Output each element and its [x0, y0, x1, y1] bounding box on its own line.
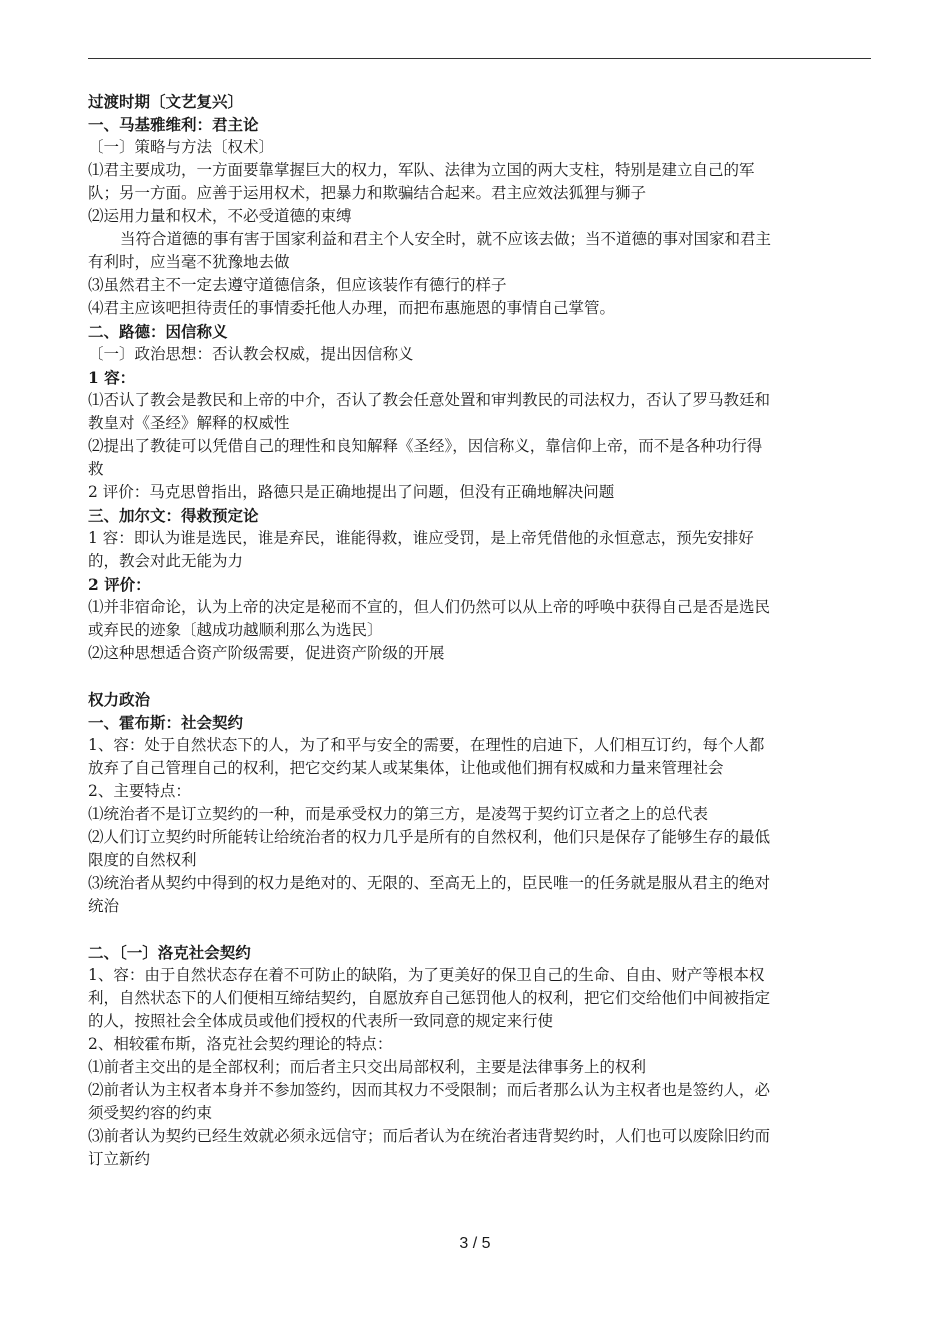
text-line: 队；另一方面。应善于运用权术，把暴力和欺骗结合起来。君主应效法狐狸与狮子	[88, 184, 647, 202]
text-line: 1、容：处于自然状态下的人，为了和平与安全的需要，在理性的启迪下，人们相互订约，每个人都	[88, 736, 765, 754]
text-line: ⑴前者主交出的是全部权利；而后者主只交出局部权利，主要是法律事务上的权利	[88, 1058, 647, 1076]
text-line: ⑶统治者从契约中得到的权力是绝对的、无限的、至高无上的，臣民唯一的任务就是服从君主的绝对	[88, 874, 771, 892]
text-line: 限度的自然权利	[88, 851, 197, 869]
text-line: 教皇对《圣经》解释的权威性	[88, 414, 290, 432]
text-line: 1 容：即认为谁是选民，谁是弃民，谁能得救，谁应受罚，是上帝凭借他的永恒意志，预先安排好	[88, 529, 754, 547]
text-line: ⑵提出了教徒可以凭借自己的理性和良知解释《圣经》，因信称义，靠信仰上帝，而不是各种功行得	[88, 437, 763, 455]
text-line: 救	[88, 460, 104, 478]
text-line: 1、容：由于自然状态存在着不可防止的缺陷，为了更美好的保卫自己的生命、自由、财产等根本权	[88, 966, 765, 984]
text-line: 2、相较霍布斯，洛克社会契约理论的特点：	[88, 1035, 393, 1053]
text-line: ⑴君主要成功，一方面要靠掌握巨大的权力，军队、法律为立国的两大支柱，特别是建立自己的军	[88, 161, 755, 179]
text-line: 放弃了自己管理自己的权利，把它交约某人或某集体，让他或他们拥有权威和力量来管理社会	[88, 759, 724, 777]
text-line: 2 评价：马克思曾指出，路德只是正确地提出了问题，但没有正确地解决问题	[88, 483, 615, 501]
text-line: ⑵人们订立契约时所能转让给统治者的权力几乎是所有的自然权利，他们只是保存了能够生存的最低	[88, 828, 771, 846]
text-line: 须受契约容的约束	[88, 1104, 213, 1122]
text-line: ⑵这种思想适合资产阶级需要，促进资产阶级的开展	[88, 644, 445, 662]
text-line: 利，自然状态下的人们便相互缔结契约，自愿放弃自己惩罚他人的权利，把它们交给他们中间被指定	[88, 989, 771, 1007]
spacer	[88, 665, 871, 688]
text-line: ⑵前者认为主权者本身并不参加签约，因而其权力不受限制；而后者那么认为主权者也是签约人，必	[88, 1081, 771, 1099]
label-line: 1 容：	[88, 368, 136, 387]
label-line: 2 评价：	[88, 575, 151, 594]
text-line: ⑶虽然君主不一定去遵守道德信条，但应该装作有德行的样子	[88, 276, 507, 294]
text-line: 统治	[88, 897, 120, 915]
heading: 一、马基雅维利：君主论	[88, 115, 259, 134]
text-line: ⑶前者认为契约已经生效就必须永远信守；而后者认为在统治者违背契约时，人们也可以废除旧约而	[88, 1127, 771, 1145]
text-line: 或弃民的迹象〔越成功越顺利那么为选民〕	[88, 621, 383, 639]
text-line: 订立新约	[88, 1150, 151, 1168]
text-line: 当符合道德的事有害于国家利益和君主个人安全时，就不应该去做；当不道德的事对国家和君主	[120, 230, 772, 248]
text-line: ⑴并非宿命论，认为上帝的决定是秘而不宣的，但人们仍然可以从上帝的呼唤中获得自己是否是选民	[88, 598, 771, 616]
document-body	[88, 90, 871, 1171]
heading: 二、〔一〕洛克社会契约	[88, 943, 251, 962]
subheading: 〔一〕政治思想：否认教会权威，提出因信称义	[88, 345, 414, 363]
text-line: 的，教会对此无能为力	[88, 552, 244, 570]
text-line: ⑵运用力量和权术，不必受道德的束缚	[88, 207, 352, 225]
section-title: 权力政治	[88, 690, 151, 709]
page-number: 3 / 5	[459, 1235, 491, 1252]
text-line: ⑴否认了教会是教民和上帝的中介，否认了教会任意处置和审判教民的司法权力，否认了罗马教廷和	[88, 391, 771, 409]
header-rule	[88, 58, 871, 59]
section-title: 过渡时期〔文艺复兴〕	[88, 92, 244, 111]
text-line: 有利时，应当毫不犹豫地去做	[88, 253, 290, 271]
text-line: 2、主要特点：	[88, 782, 191, 800]
text-line: 的人，按照社会全体成员或他们授权的代表所一致同意的规定来行使	[88, 1012, 554, 1030]
text-line: ⑴统治者不是订立契约的一种，而是承受权力的第三方，是凌驾于契约订立者之上的总代表	[88, 805, 709, 823]
spacer	[88, 918, 871, 941]
heading: 二、路德：因信称义	[88, 322, 228, 341]
heading: 一、霍布斯：社会契约	[88, 713, 244, 732]
text-line: ⑷君主应该吧担待责任的事情委托他人办理，而把布惠施恩的事情自己掌管。	[88, 299, 616, 317]
heading: 三、加尔文：得救预定论	[88, 506, 259, 525]
subheading: 〔一〕策略与方法〔权术〕	[88, 138, 275, 156]
